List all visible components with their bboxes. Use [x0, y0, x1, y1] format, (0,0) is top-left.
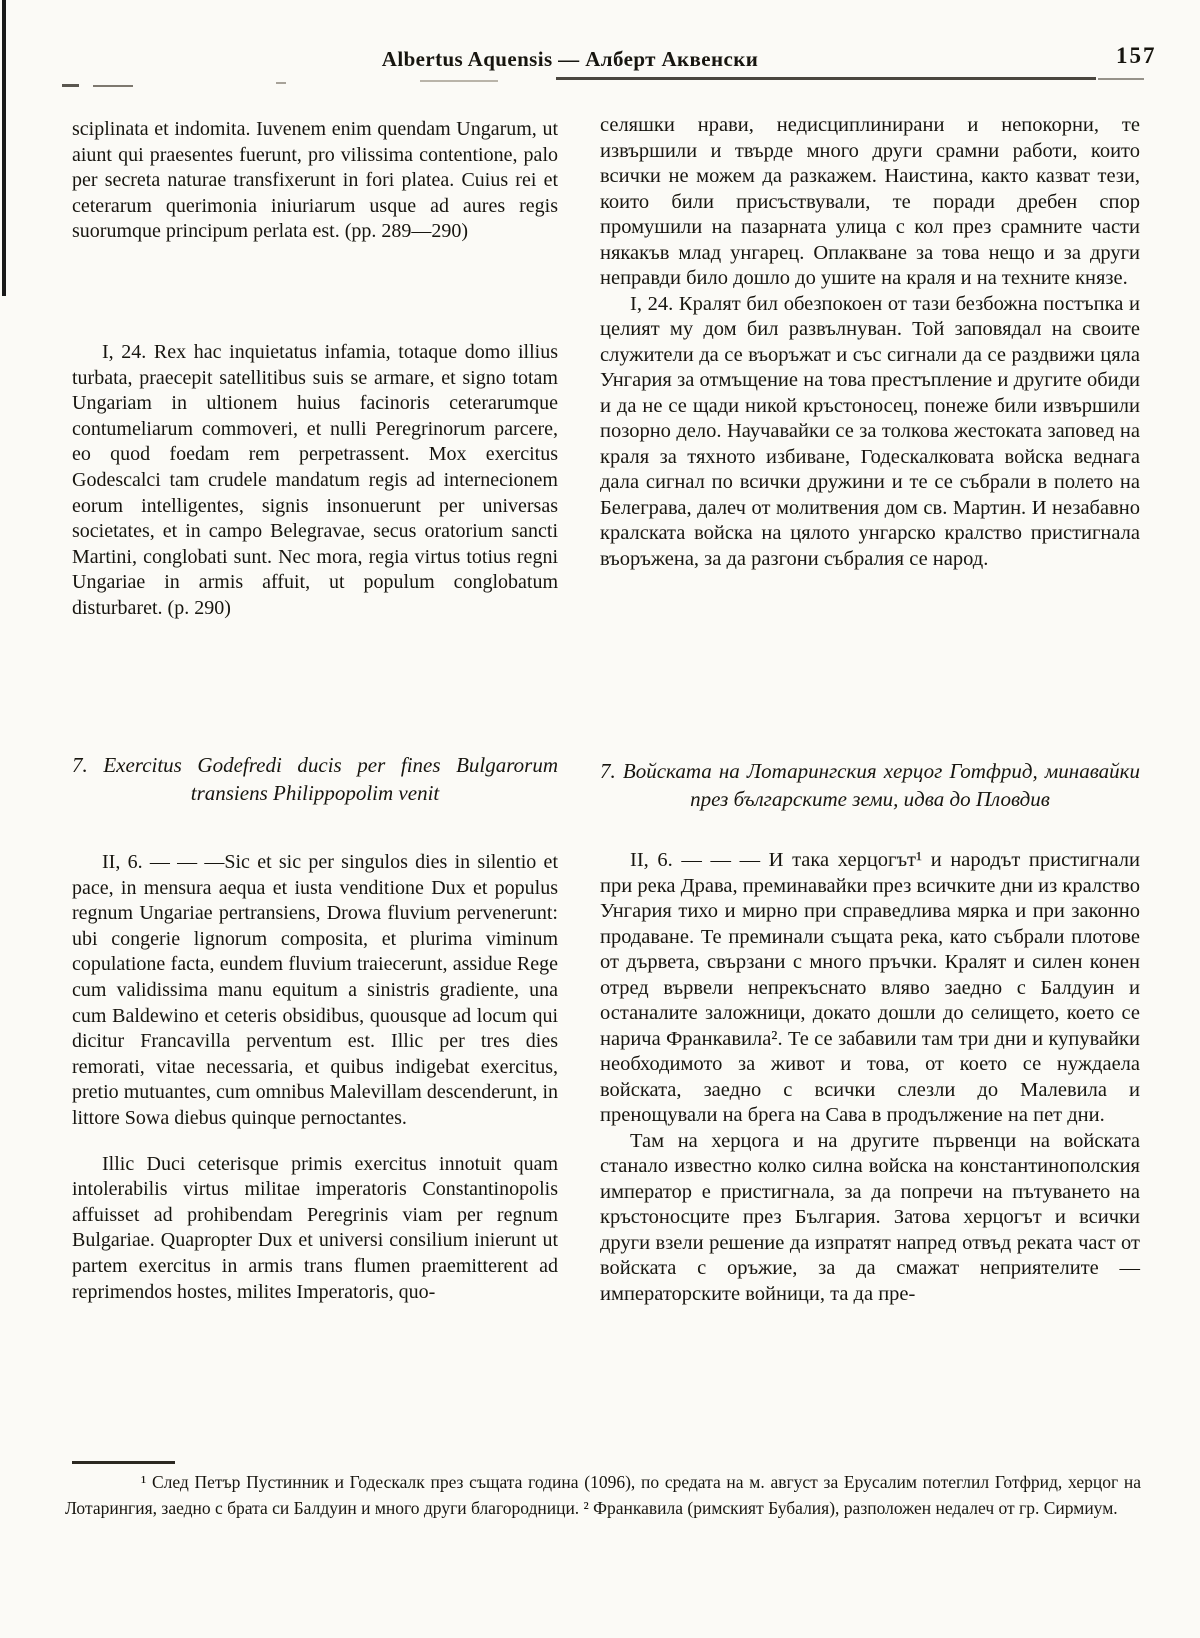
latin-column-paragraph-2: [72, 340, 558, 622]
header-rule-dash: [62, 84, 79, 87]
latin-paragraph: I, 24. Rex hac inquietatus infamia, totaque domo illius turbata, praecepit satellitibus suis se armare, et signo totam Ungariam in ultionem huius facinoris ceterarumque contumeliarum commoveri, et nulli Peregrinorum parcere, eo quod foedam rem perpetrassent. Mox exercitus Godescalci tam crudele mandatum regis ad internecionem eorum intelligentes, signis insonuerunt per universas societates, et in campo Belegravae, secus oratorium sancti Martini, conglobati sunt. Nec mora, regia virtus totius regni Ungariae in armis affuit, ut populum conglobatum disturbaret. (p. 290): [72, 341, 558, 619]
header-rule-fade: [1098, 78, 1144, 80]
running-header-title: Albertus Aquensis — Алберт Аквенски: [381, 47, 759, 71]
footnote-separator: [72, 1461, 175, 1464]
bulgarian-paragraph: II, 6. — — — И така херцогът¹ и народът пристигнали при река Драва, преминавайки през всичките дни из кралство Унгария тихо и мирно при справедлива мярка и при законно продаване. Те преминали същата река, като събрали плотове от дървета, свързани с много пръчки. Кралят и силен конен отред вървели непрекъснато вляво заедно с Балдуин и останалите заложници, докато дошли до селището, което се нарича Франкавила². Те се забавили там три дни и купувайки необходимото за живот и това, от което се нуждаела войската, заедно с всички слезли до Малевила и пренощували на брега на Сава в продължение на пет дни.: [600, 849, 1140, 1126]
latin-paragraph: sciplinata et indomita. Iuvenem enim quendam Ungarum, ut aiunt qui praesentes fuerunt, pro vilissima contentione, palo per secreta naturae transfixerunt in fori platea. Cuius rei et ceterarum querimonia iniuriarum usque ad aures regis suorumque principum perlata est. (pp. 289—290): [72, 118, 558, 243]
header-rule-dash: [93, 85, 133, 87]
latin-column-paragraphs-3-4: [72, 850, 558, 1305]
bulgarian-paragraph: I, 24. Кралят бил обезпокоен от тази безбожна постъпка и целият му дом бил развълнуван. Той заповядал на своите служители да се въоръжат и със сигнали да се раздвижи цяла Унгария за отмъщение на това престъпление и другите обиди и да не се щади никой кръстоносец, понеже били извършили позорно дело. Научавайки се за толкова жестоката заповед на краля за тяхното избиване, Годескалковата войска веднага дала сигнал по всички дружини и те се събрали в полето на Белеграва, далеч от молитвения дом св. Мартин. И незабавно кралската войска на цялото унгарско кралство пристигнала въоръжена, за да разгони събралия се народ.: [600, 292, 1140, 570]
header-rule: [556, 77, 1096, 80]
latin-column-paragraph-1: [72, 117, 558, 245]
bulgarian-paragraph: Там на херцога и на другите първенци на войската станало известно колко силна войска на константинополския император е пристигнала, за да попречи на пътуването на кръстоносците през България. Затова херцогът и всички други взели решение да изпратят напред отвъд реката част от войската с оръжие, за да смажат неприятелите — императорските войници, та да пре-: [600, 1129, 1140, 1305]
page-number: 157: [1116, 43, 1157, 68]
latin-paragraph: Illic Duci ceterisque primis exercitus innotuit quam intolerabilis virtus militae imperatoris Constantinopolis affuisset ad prohibendam Peregrinis viam per regnum Bulgariae. Quapropter Dux et universi consilium inierunt ut partem exercitus in armis trans flumen praemitterent ad reprimendos hostes, milites Imperatoris, quo-: [72, 1152, 558, 1303]
footnote-text: ¹ След Петър Пустинник и Годескалк през същата година (1096), по средата на м. август за Ерусалим потеглил Готфрид, херцог на Лотарингия, заедно с брата си Балдуин и много други благородници. ² Франкавила (римският Бубалия), разположен недалеч от гр. Сирмиум.: [65, 1472, 1141, 1518]
header-rule-segment: [420, 80, 498, 82]
latin-paragraph: II, 6. — — —Sic et sic per singulos dies in silentio et pace, in mensura aequa et iusta venditione Dux et populus regnum Ungariae pertransiens, Drowa fluvium pervenerunt: ubi congerie lignorum composita, et plurima viminum copulatione facta, eundem fluvium traiecerunt, assidue Rege cum validissima manu equitum a sinistris gradiente, una cum Baldewino et ceteris obsidibus, quousque ad locum qui dicitur Francavilla perventum est. Illic per tres dies remorati, vitae necessaria, et quibus indigebat exercitus, pretio mutuantes, cum omnibus Malevillam descenderunt, in littore Sowa diebus quinque pernoctantes.: [72, 851, 558, 1129]
bulgarian-column-paragraphs-3-4: [600, 848, 1140, 1307]
bulgarian-column-paragraphs-1-2: [600, 113, 1140, 572]
bulgarian-paragraph: селяшки нрави, недисциплинирани и непокорни, те извършили и твърде много други срамни работи, които всички не можем да разкажем. Наистина, както казват тези, които били присъствували, те поради дребен спор промушили на пазарната улица с кол през срамните части някакъв млад унгарец. Оплакване за това нещо и за други неправди било дошло до ушите на краля и на техните князе.: [600, 114, 1140, 289]
header-rule-dash: [276, 82, 286, 84]
scan-edge-artifact: [2, 0, 6, 296]
bulgarian-section-heading: 7. Войската на Лотарингския херцог Готфрид, минавайки през българските земи, идва до Пловдив: [600, 759, 1140, 811]
latin-section-heading: 7. Exercitus Godefredi ducis per fines Bulgarorum transiens Philippopolim venit: [72, 753, 558, 805]
